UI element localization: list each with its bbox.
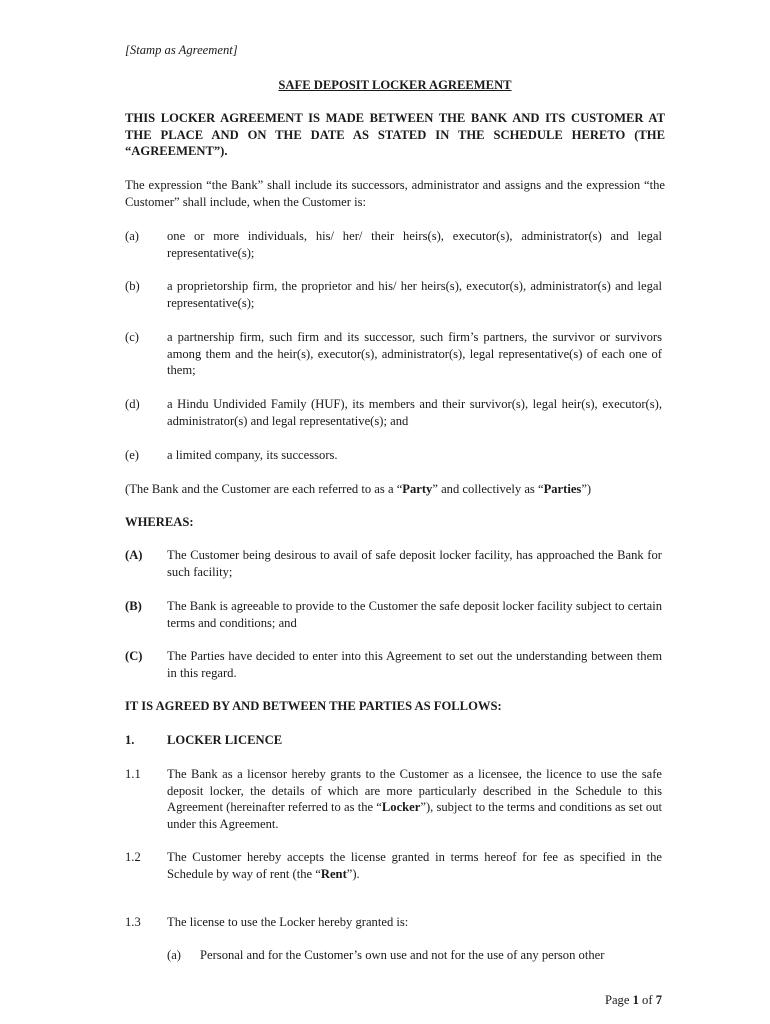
sub-clause-text: Personal and for the Customer’s own use and not for the use of any person other: [200, 948, 605, 962]
parties-term: Parties: [543, 482, 582, 496]
item-text: a limited company, its successors.: [167, 448, 338, 462]
page-number: 1: [632, 993, 639, 1007]
item-text: a partnership firm, such firm and its successor, such firm’s partners, the survivor or survivors among them and the heir(s), executor(s), administrator(s), legal representative(s) of each one of them;: [167, 330, 662, 378]
clause-text: [167, 849, 662, 882]
rent-term: Rent: [320, 866, 347, 881]
intro-paragraph: THIS LOCKER AGREEMENT IS MADE BETWEEN THE BANK AND ITS CUSTOMER AT THE PLACE AND ON THE DATE AS STATED IN THE SCHEDULE HERETO (THE “AGREEMENT”).: [125, 111, 665, 159]
clause-number: 1.2: [125, 850, 141, 864]
locker-term: Locker: [381, 800, 421, 815]
recital-label: (B): [125, 599, 142, 613]
item-text: one or more individuals, his/ her/ their heirs(s), executor(s), administrator(s) and legal representative(s);: [167, 229, 662, 260]
clause-text: [167, 766, 662, 832]
clause-number: 1.1: [125, 767, 141, 781]
item-label: (c): [125, 330, 139, 344]
clause-text-post: ”), subject to the terms and conditions as set out under this Agreement.: [167, 800, 662, 831]
expression-paragraph: The expression “the Bank” shall include its successors, administrator and assigns and the expression “the Customer” shall include, when the Customer is:: [125, 178, 665, 209]
page-footer: [605, 992, 662, 1009]
recital-label: (C): [125, 649, 143, 663]
party-definition: [125, 481, 665, 498]
party-def-mid: ” and collectively as “: [432, 482, 544, 496]
total-pages: 7: [655, 993, 662, 1007]
item-label: (d): [125, 397, 140, 411]
item-label: (a): [125, 229, 139, 243]
of-word: of: [642, 993, 653, 1007]
clause-text-pre: The Customer hereby accepts the license granted in terms hereof for fee as specified in the Schedule by way of rent (the “: [167, 850, 662, 881]
document-title: SAFE DEPOSIT LOCKER AGREEMENT: [278, 78, 512, 92]
section-number: 1.: [125, 733, 135, 747]
party-term: Party: [402, 482, 433, 496]
recital-text: The Customer being desirous to avail of safe deposit locker facility, has approached the Bank for such facility;: [167, 548, 662, 579]
agreed-heading: IT IS AGREED BY AND BETWEEN THE PARTIES AS FOLLOWS:: [125, 699, 502, 713]
page-word: Page: [604, 993, 630, 1007]
recital-text: The Bank is agreeable to provide to the Customer the safe deposit locker facility subject to certain terms and conditions; and: [167, 599, 662, 630]
item-label: (e): [125, 448, 139, 462]
clause-text-pre: The Bank as a licensor hereby grants to the Customer as a licensee, the licence to use the safe deposit locker, the details of which are more particularly described in the Schedule to this Agreement (hereinafter referred to as the “: [167, 767, 662, 815]
party-def-pre: (The Bank and the Customer are each referred to as a “: [125, 482, 403, 496]
section-title: LOCKER LICENCE: [167, 733, 283, 747]
stamp-note: [Stamp as Agreement]: [125, 43, 238, 57]
recital-label: (A): [125, 548, 143, 562]
whereas-heading: WHEREAS:: [125, 515, 194, 529]
item-label: (b): [125, 279, 140, 293]
recital-text: The Parties have decided to enter into this Agreement to set out the understanding between them in this regard.: [167, 649, 662, 680]
clause-text-post: ”).: [346, 866, 360, 881]
clause-number: 1.3: [125, 915, 141, 929]
clause-text: The license to use the Locker hereby granted is:: [167, 915, 409, 929]
sub-clause-label: (a): [167, 948, 181, 962]
item-text: a Hindu Undivided Family (HUF), its members and their survivor(s), legal heir(s), executor(s), administrator(s) and legal representative(s); and: [167, 397, 662, 428]
party-def-post: ”): [581, 482, 592, 496]
item-text: a proprietorship firm, the proprietor and his/ her heirs(s), executor(s), administrator(s) and legal representative(s);: [167, 279, 662, 310]
